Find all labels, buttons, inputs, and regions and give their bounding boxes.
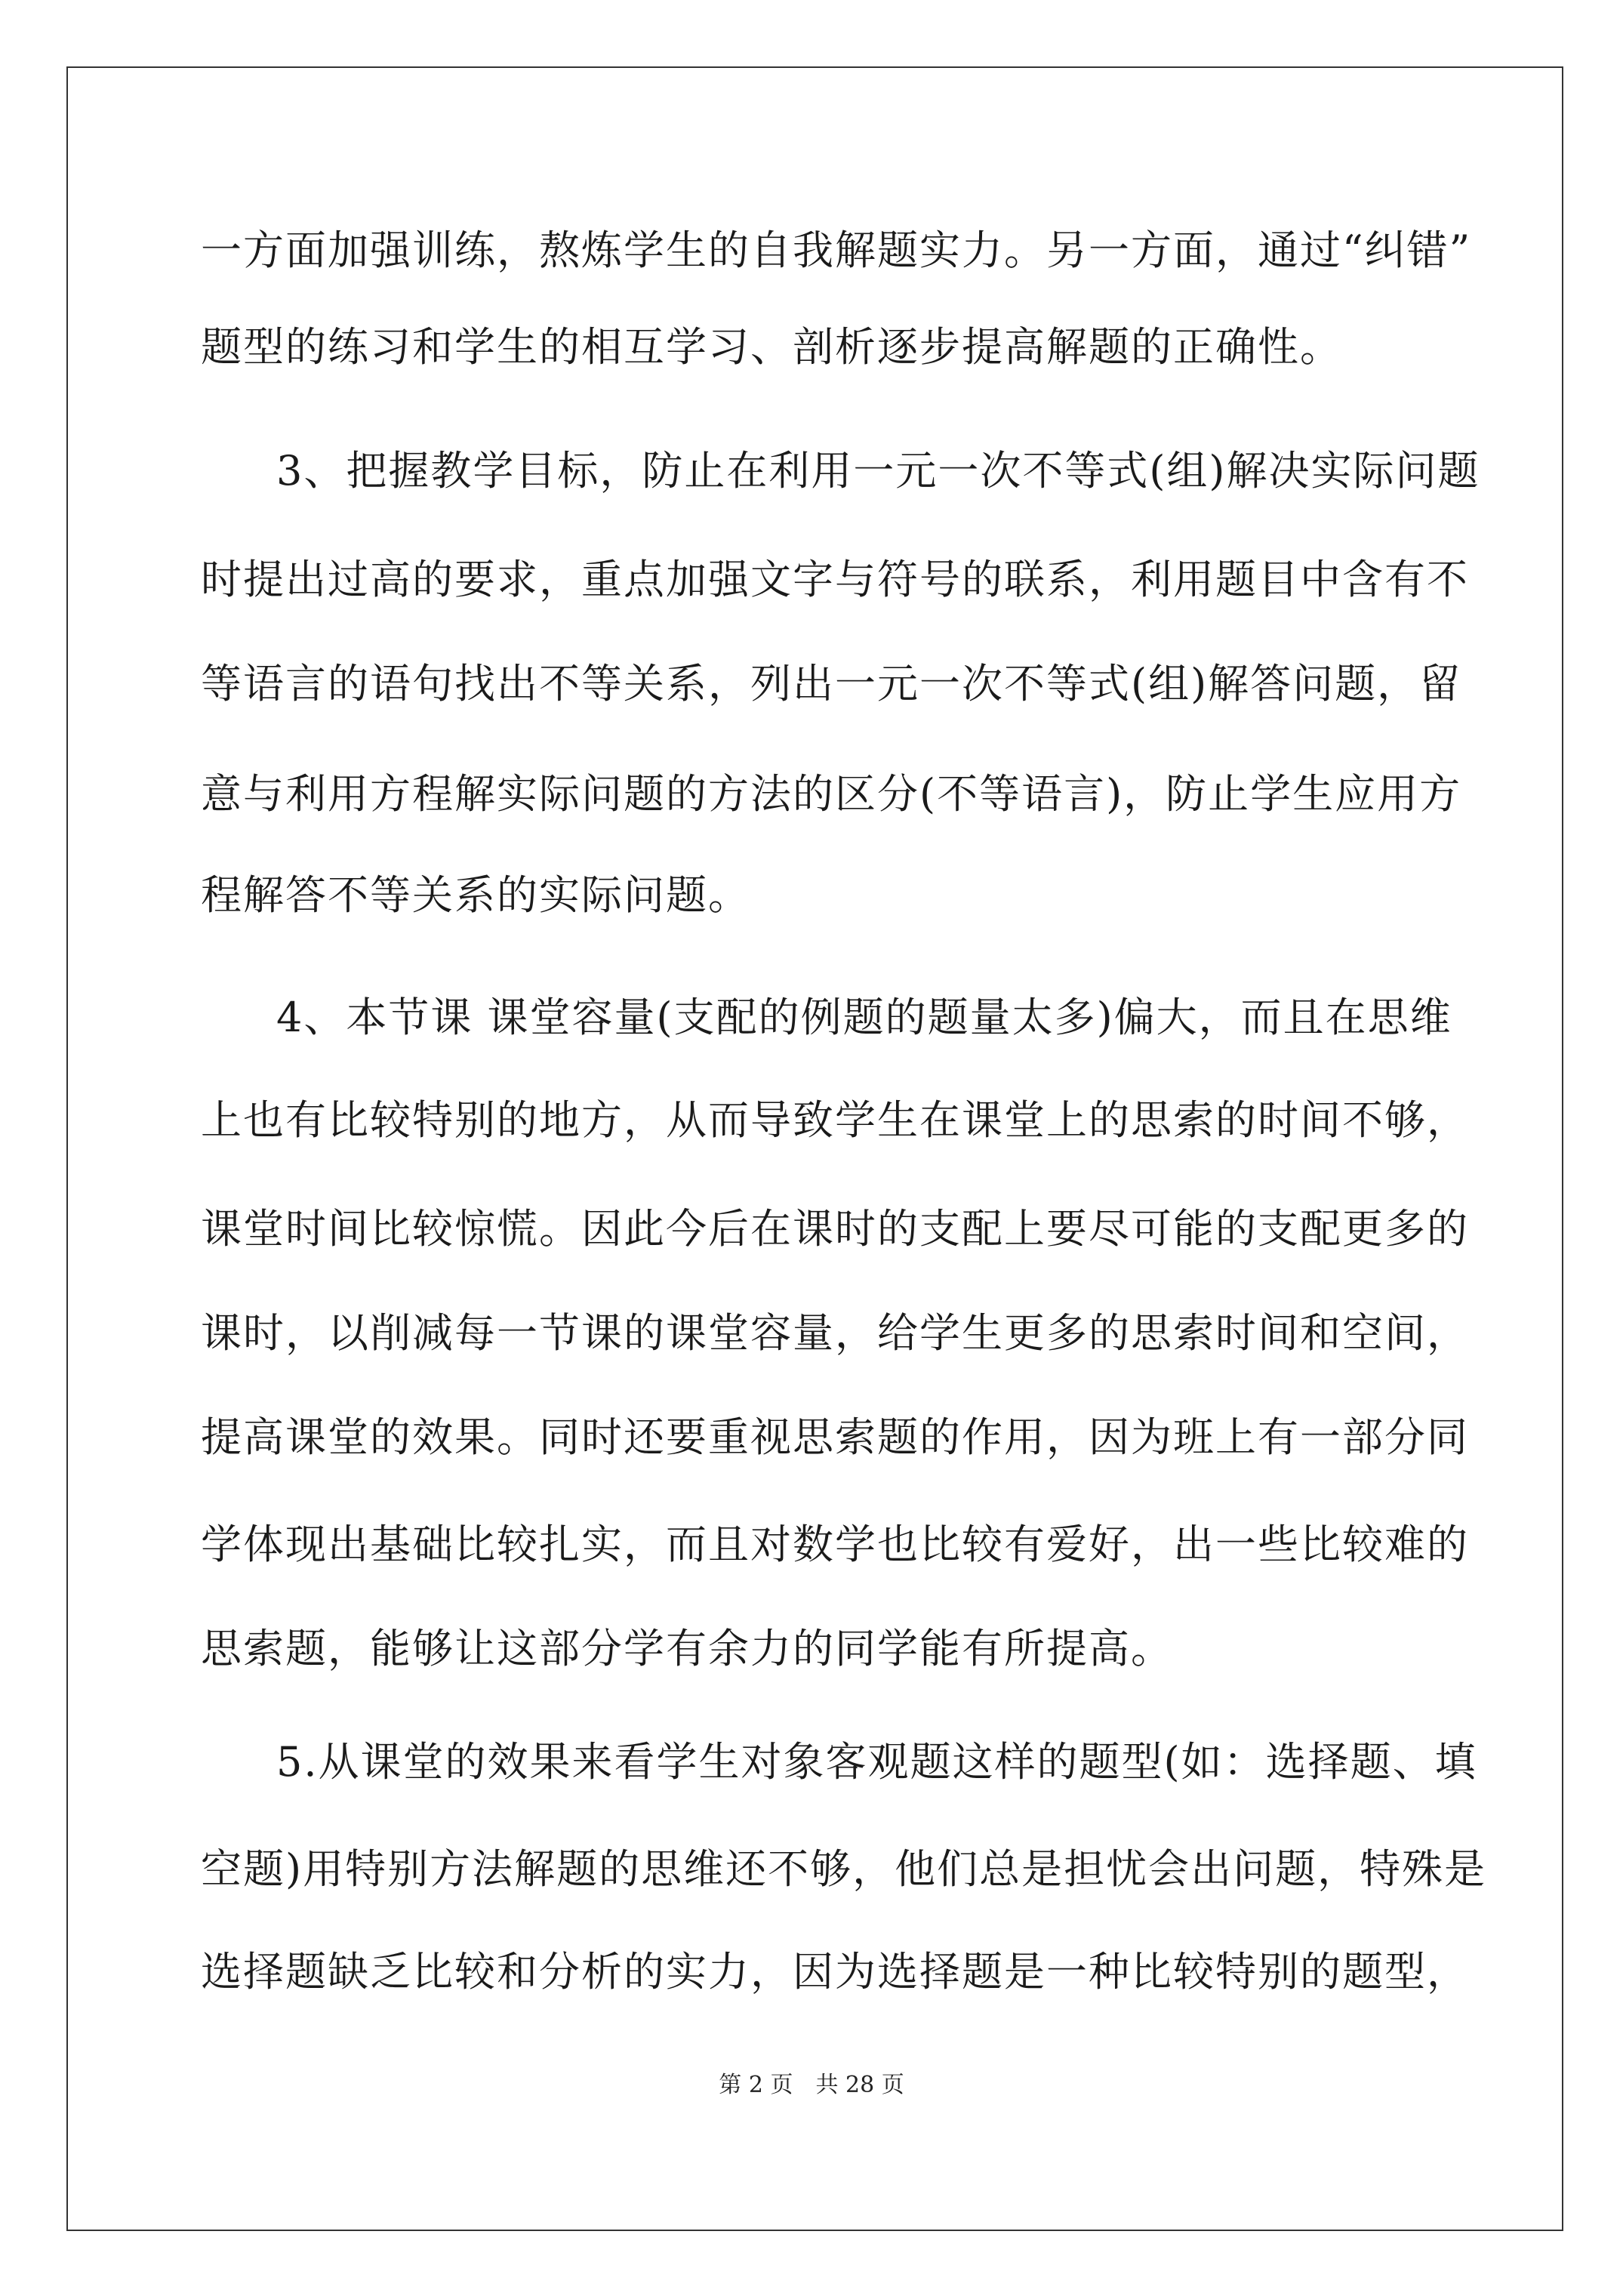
text-line: 意与利用方程解实际问题的方法的区分(不等语言)，防止学生应用方 — [201, 770, 1462, 818]
text-line: 课时，以削减每一节课的课堂容量，给学生更多的思索时间和空间， — [201, 1309, 1469, 1357]
text-line: 思索题，能够让这部分学有余力的同学能有所提高。 — [201, 1625, 1173, 1672]
text-line: 提高课堂的效果。同时还要重视思索题的作用，因为班上有一部分同 — [201, 1413, 1469, 1461]
text-line: 学体现出基础比较扎实，而且对数学也比较有爱好，出一些比较难的 — [201, 1521, 1469, 1568]
text-line: 一方面加强训练，熬炼学生的自我解题实力。另一方面，通过“纠错” — [201, 227, 1472, 274]
text-line: 等语言的语句找出不等关系，列出一元一次不等式(组)解答问题，留 — [201, 660, 1462, 707]
text-line: 时提出过高的要求，重点加强文字与符号的联系，利用题目中含有不 — [201, 556, 1469, 603]
paragraph-4-start: 4、本节课 课堂容量(支配的例题的题量太多)偏大，而且在思维 — [276, 994, 1452, 1041]
paragraph-3-start: 3、把握教学目标，防止在利用一元一次不等式(组)解决实际问题 — [276, 447, 1480, 495]
text-line: 程解答不等关系的实际问题。 — [201, 871, 750, 919]
text-line: 题型的练习和学生的相互学习、剖析逐步提高解题的正确性。 — [201, 323, 1342, 371]
text-line: 上也有比较特别的地方，从而导致学生在课堂上的思索的时间不够， — [201, 1096, 1469, 1144]
paragraph-5-start: 5.从课堂的效果来看学生对象客观题这样的题型(如：选择题、填 — [276, 1738, 1477, 1786]
page-footer: 第 2 页 共 28 页 — [719, 2072, 904, 2098]
text-line: 课堂时间比较惊慌。因此今后在课时的支配上要尽可能的支配更多的 — [201, 1205, 1469, 1253]
text-line: 空题)用特别方法解题的思维还不够，他们总是担忧会出问题，特殊是 — [201, 1845, 1487, 1893]
text-line: 选择题缺乏比较和分析的实力，因为选择题是一种比较特别的题型， — [201, 1948, 1469, 1996]
